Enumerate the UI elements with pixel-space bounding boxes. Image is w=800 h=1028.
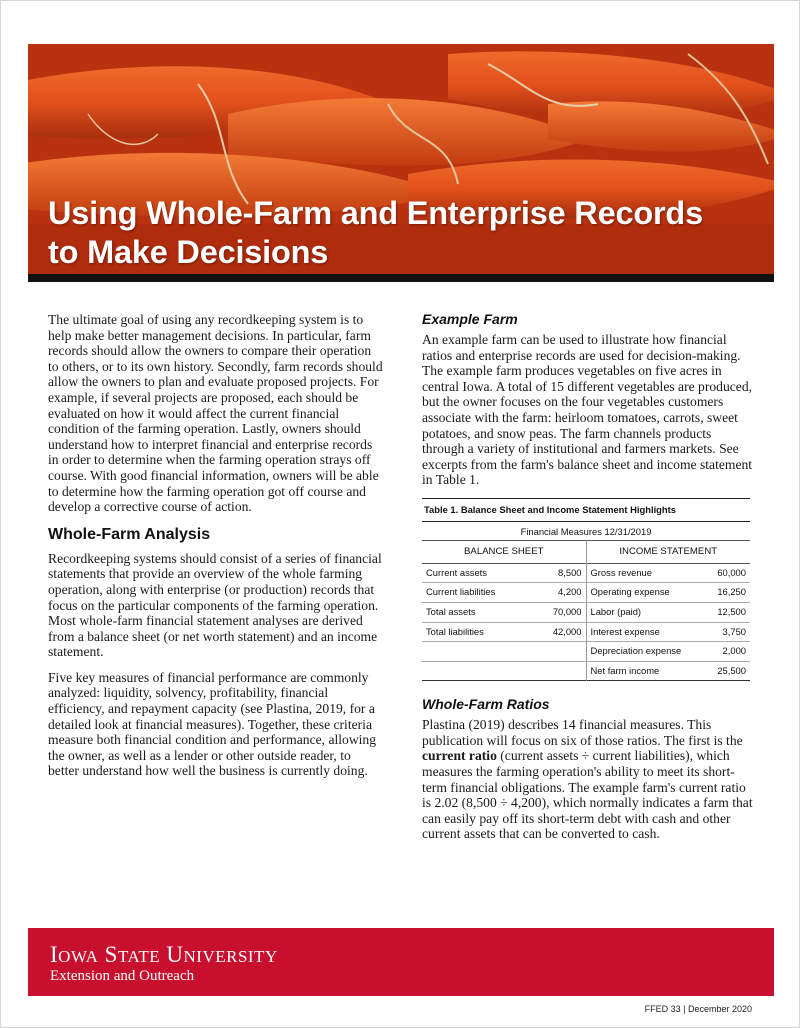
extension-subtitle: Extension and Outreach [50, 968, 195, 984]
section-heading-whole-farm-ratios: Whole-Farm Ratios [422, 696, 550, 713]
table-row [587, 623, 751, 643]
paragraph: Recordkeeping systems should consist of a series of financial statements that provide an overview of the whole farming operation, along with enterprise (or production) records that focus on the particular components of the farming operation. Most whole-farm financial statement analyses are derived from a balance sheet (or net worth statement) and an income statement. [48, 550, 382, 660]
row-value: 4,200 [558, 586, 582, 598]
row-label: Current assets [426, 566, 487, 578]
row-label: Depreciation expense [590, 645, 682, 657]
table-title: Table 1. Balance Sheet and Income Statement Highlights [422, 498, 750, 522]
left-column [48, 312, 384, 789]
section-heading-example-farm: Example Farm [422, 311, 518, 327]
financial-table [422, 498, 750, 681]
balance-sheet-column [422, 540, 587, 681]
page-title: Using Whole-Farm and Enterprise Records to Make Decisions [48, 195, 703, 270]
balance-rows [422, 564, 586, 682]
table-row [422, 603, 586, 623]
row-value: 70,000 [552, 605, 582, 617]
row-value: 2,000 [722, 645, 746, 657]
row-value: 8,500 [558, 566, 582, 578]
row-label: Current liabilities [426, 586, 496, 598]
table-row [587, 564, 751, 584]
row-label: Total assets [426, 605, 476, 617]
table-body [422, 540, 750, 681]
row-value: 60,000 [717, 566, 746, 578]
income-statement-column [587, 540, 751, 681]
table-row [422, 583, 586, 603]
table-row [422, 623, 586, 643]
row-label: Interest expense [590, 625, 660, 637]
row-value: 42,000 [552, 625, 582, 637]
table-row [587, 603, 751, 623]
table-row [587, 662, 751, 682]
paragraph: Five key measures of financial performance are commonly analyzed: liquidity, solvency, profitability, financial efficiency, and repayment capacity (see Plastina, 2019, for a detailed look at financial measures). Together, these criteria measure both financial condition and performance, allowing the owner, as well as a lender or other outside reader, to better understand how well the business is currently doing. [48, 669, 377, 779]
row-value: 3,750 [722, 625, 746, 637]
table-row [422, 642, 586, 662]
row-label: Total liabilities [426, 625, 484, 637]
table-subtitle: Financial Measures 12/31/2019 [520, 525, 652, 537]
row-label: Gross revenue [590, 566, 652, 578]
paragraph: Plastina (2019) describes 14 financial measures. This publication will focus on six of those ratios. The first is the current ratio (current assets ÷ current liabilities), which measures the farming operation's ability to meet its short-term financial obligations. The example farm's current ratio is 2.02 (8,500 ÷ 4,200), which normally indicates a farm that can easily pay off its short-term debt with cash and other current assets that can be converted to cash. [422, 717, 753, 842]
term-current-ratio: current ratio [422, 748, 497, 764]
paragraph: An example farm can be used to illustrate how financial ratios and enterprise records are used for decision-making. The example farm produces vegetables on five acres in central Iowa. A total of 15 different vegetables are produced, but the owner focuses on the four vegetables customers associate with the farm: heirloom tomatoes, carrots, sweet potatoes, and snow peas. The farm channels products through a variety of institutional and farmers markets. See excerpts from the farm's balance sheet and income statement in Table 1. [422, 332, 753, 488]
publication-info: FFED 33 | December 2020 [644, 1004, 752, 1014]
balance-sheet-header: BALANCE SHEET [422, 540, 586, 564]
section-heading-whole-farm-analysis: Whole-Farm Analysis [48, 525, 211, 543]
table-row [587, 642, 751, 662]
university-wordmark: IOWA STATE UNIVERSITY [50, 942, 278, 967]
row-value: 12,500 [717, 605, 746, 617]
table-row [422, 662, 586, 682]
row-value: 25,500 [717, 664, 746, 676]
right-column [422, 310, 754, 852]
row-value: 16,250 [717, 586, 746, 598]
row-label: Net farm income [590, 664, 660, 676]
row-label: Labor (paid) [590, 605, 642, 617]
income-statement-header: INCOME STATEMENT [587, 540, 751, 564]
row-label: Operating expense [590, 586, 670, 598]
footer-bar [28, 928, 774, 996]
intro-paragraph: The ultimate goal of using any recordkeeping system is to help make better management decisions. In particular, farm records should allow the owners to compare their operation to others, or to its own history. Secondly, farm records should allow the owners to plan and evaluate proposed projects. For example, if several projects are proposed, each should be evaluated on how it would affect the current financial condition of the farming operation. Lastly, owners should understand how to interpret financial and enterprise records in order to determine when the farming operation strays off course. With good financial information, owners will be able to determine how the farming operation got off course and develop a corrective course of action. [48, 312, 383, 515]
table-row [587, 583, 751, 603]
income-rows [587, 564, 751, 682]
banner-divider [28, 274, 774, 282]
table-row [422, 564, 586, 584]
header-banner [28, 44, 774, 274]
